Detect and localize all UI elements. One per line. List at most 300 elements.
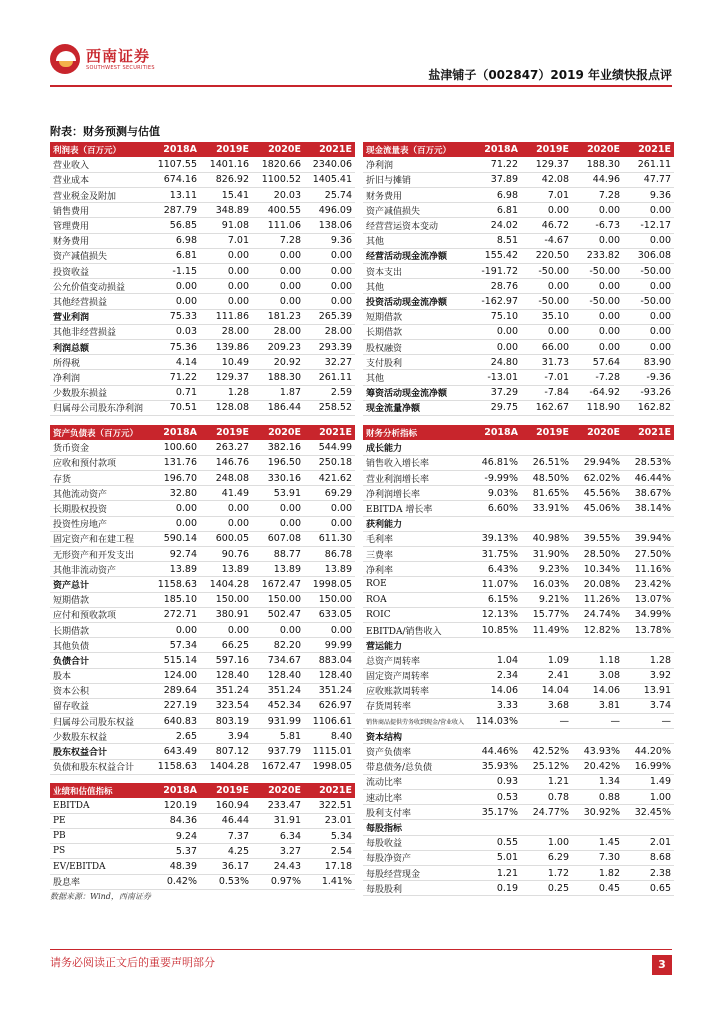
value-cell: 160.94: [200, 798, 252, 813]
value-cell: 1158.63: [148, 577, 200, 592]
table-row: [50, 324, 355, 339]
row-label: 经营活动现金流净额: [363, 248, 472, 263]
value-cell: 0.00: [252, 516, 304, 531]
value-cell: 196.50: [252, 455, 304, 470]
table-row: [363, 264, 674, 279]
value-cell: 82.20: [252, 638, 304, 653]
row-label: 净利率: [363, 562, 472, 577]
table-row: [363, 881, 674, 896]
row-label: 无形资产和开发支出: [50, 547, 148, 562]
value-cell: 807.12: [200, 744, 252, 759]
table-row: [363, 516, 674, 531]
value-cell: 323.54: [200, 698, 252, 713]
value-cell: 25.74: [304, 188, 355, 203]
table-row: [363, 835, 674, 850]
value-cell: 28.50%: [572, 547, 623, 562]
value-cell: 13.89: [200, 562, 252, 577]
value-cell: 351.24: [252, 683, 304, 698]
company-logo: [50, 42, 155, 76]
value-cell: 32.27: [304, 355, 355, 370]
row-label: 利润总额: [50, 339, 148, 354]
row-label: 资产减值损失: [50, 248, 148, 263]
value-cell: 0.00: [252, 279, 304, 294]
value-cell: 330.16: [252, 471, 304, 486]
value-cell: 1.28: [200, 385, 252, 400]
table-row: [363, 309, 674, 324]
value-cell: 5.34: [304, 829, 355, 844]
value-cell: [472, 638, 521, 653]
value-cell: 9.36: [623, 188, 674, 203]
value-cell: 13.11: [148, 188, 200, 203]
table-row: [363, 668, 674, 683]
row-label: 归属母公司股东权益: [50, 714, 148, 729]
value-cell: 931.99: [252, 714, 304, 729]
table-row: [363, 203, 674, 218]
value-cell: 84.36: [148, 813, 200, 828]
value-cell: 131.76: [148, 455, 200, 470]
table-row: [363, 471, 674, 486]
table-row: [50, 844, 355, 859]
value-cell: -7.01: [521, 370, 572, 385]
value-cell: 248.08: [200, 471, 252, 486]
value-cell: 6.34: [252, 829, 304, 844]
value-cell: 42.52%: [521, 744, 572, 759]
row-label: 其他: [363, 233, 472, 248]
value-cell: 272.71: [148, 607, 200, 622]
value-cell: 227.19: [148, 698, 200, 713]
row-label: 投资性房地产: [50, 516, 148, 531]
value-cell: -9.36: [623, 370, 674, 385]
value-cell: 0.00: [623, 203, 674, 218]
value-cell: 1.04: [472, 653, 521, 668]
value-cell: 289.64: [148, 683, 200, 698]
value-cell: 23.01: [304, 813, 355, 828]
value-cell: 3.81: [572, 698, 623, 713]
value-cell: 0.71: [148, 385, 200, 400]
value-cell: 56.85: [148, 218, 200, 233]
value-cell: 1107.55: [148, 157, 200, 172]
value-cell: 46.44: [200, 813, 252, 828]
value-cell: 3.33: [472, 698, 521, 713]
table-row: [50, 683, 355, 698]
value-cell: 185.10: [148, 592, 200, 607]
value-cell: 0.00: [623, 324, 674, 339]
value-cell: 6.98: [148, 233, 200, 248]
value-cell: 0.45: [572, 881, 623, 896]
value-cell: 0.19: [472, 881, 521, 896]
value-cell: 8.68: [623, 850, 674, 865]
section-title: 附表：财务预测与估值: [50, 125, 160, 138]
value-cell: 643.49: [148, 744, 200, 759]
table-row: [363, 188, 674, 203]
row-label: 销售收入增长率: [363, 455, 472, 470]
value-cell: 162.67: [521, 400, 572, 415]
table-row: [50, 607, 355, 622]
value-cell: 0.00: [623, 309, 674, 324]
row-label: 股息率: [50, 874, 148, 889]
row-label: 长期借款: [363, 324, 472, 339]
value-cell: [623, 820, 674, 835]
value-cell: 111.86: [200, 309, 252, 324]
value-cell: 150.00: [252, 592, 304, 607]
table-row: [363, 638, 674, 653]
year-header: 2018A: [148, 783, 200, 798]
year-header: 2018A: [148, 142, 200, 157]
row-label: ROIC: [363, 607, 472, 622]
value-cell: -191.72: [472, 264, 521, 279]
row-label: 速动比率: [363, 790, 472, 805]
table-row: [50, 157, 355, 172]
value-cell: 640.83: [148, 714, 200, 729]
value-cell: 37.29: [472, 385, 521, 400]
value-cell: 13.89: [252, 562, 304, 577]
value-cell: 607.08: [252, 531, 304, 546]
value-cell: 0.00: [572, 203, 623, 218]
value-cell: 1.00: [521, 835, 572, 850]
value-cell: 826.92: [200, 172, 252, 187]
row-label: 短期借款: [50, 592, 148, 607]
value-cell: 2.01: [623, 835, 674, 850]
row-label: 其他非经营损益: [50, 324, 148, 339]
value-cell: 1106.61: [304, 714, 355, 729]
value-cell: 233.82: [572, 248, 623, 263]
value-cell: 633.05: [304, 607, 355, 622]
table-row: [50, 172, 355, 187]
table-row: [363, 744, 674, 759]
table-row: [363, 622, 674, 637]
row-label: 每股经营现金: [363, 865, 472, 880]
value-cell: 6.43%: [472, 562, 521, 577]
value-cell: 83.90: [623, 355, 674, 370]
value-cell: 114.03%: [472, 714, 521, 729]
row-label: 固定资产周转率: [363, 668, 472, 683]
row-label: 投资活动现金流净额: [363, 294, 472, 309]
document-title: 盐津铺子（002847）2019 年业绩快报点评: [428, 68, 672, 82]
value-cell: [472, 729, 521, 744]
value-cell: 9.24: [148, 829, 200, 844]
value-cell: 35.10: [521, 309, 572, 324]
value-cell: 1.21: [472, 865, 521, 880]
row-label: 资产总计: [50, 577, 148, 592]
value-cell: 10.85%: [472, 622, 521, 637]
table-row: [363, 385, 674, 400]
value-cell: [472, 820, 521, 835]
value-cell: 3.27: [252, 844, 304, 859]
value-cell: 261.11: [304, 370, 355, 385]
value-cell: 20.03: [252, 188, 304, 203]
value-cell: -50.00: [572, 264, 623, 279]
row-label: 其他流动资产: [50, 486, 148, 501]
row-label: 归属母公司股东净利润: [50, 400, 148, 415]
value-cell: 66.25: [200, 638, 252, 653]
value-cell: [623, 729, 674, 744]
value-cell: 129.37: [521, 157, 572, 172]
row-label: 获利能力: [363, 516, 472, 531]
value-cell: 39.13%: [472, 531, 521, 546]
value-cell: 6.81: [472, 203, 521, 218]
row-label: 净利润增长率: [363, 486, 472, 501]
table-row: [50, 577, 355, 592]
value-cell: 1998.05: [304, 577, 355, 592]
value-cell: 71.22: [148, 370, 200, 385]
row-label: 毛利率: [363, 531, 472, 546]
value-cell: 128.08: [200, 400, 252, 415]
value-cell: 16.03%: [521, 577, 572, 592]
value-cell: 13.07%: [623, 592, 674, 607]
value-cell: [572, 729, 623, 744]
row-label: 三费率: [363, 547, 472, 562]
value-cell: 265.39: [304, 309, 355, 324]
value-cell: 0.00: [252, 294, 304, 309]
table-header-row: [50, 783, 355, 798]
value-cell: 48.39: [148, 859, 200, 874]
row-label: 财务费用: [50, 233, 148, 248]
value-cell: 6.29: [521, 850, 572, 865]
table-header-label: 现金流量表（百万元）: [363, 142, 472, 157]
value-cell: 20.92: [252, 355, 304, 370]
value-cell: 0.00: [572, 339, 623, 354]
value-cell: 15.77%: [521, 607, 572, 622]
table-row: [50, 355, 355, 370]
value-cell: 44.46%: [472, 744, 521, 759]
value-cell: 86.78: [304, 547, 355, 562]
value-cell: 0.00: [572, 324, 623, 339]
row-label: 流动比率: [363, 774, 472, 789]
value-cell: 1115.01: [304, 744, 355, 759]
value-cell: [623, 440, 674, 455]
row-label: 长期股权投资: [50, 501, 148, 516]
value-cell: 20.08%: [572, 577, 623, 592]
table-row: [363, 562, 674, 577]
value-cell: 3.68: [521, 698, 572, 713]
balance-sheet-table: [50, 425, 355, 775]
value-cell: 611.30: [304, 531, 355, 546]
value-cell: 111.06: [252, 218, 304, 233]
value-cell: 258.52: [304, 400, 355, 415]
value-cell: —: [572, 714, 623, 729]
row-label: PE: [50, 813, 148, 828]
row-label: PB: [50, 829, 148, 844]
row-label: 所得税: [50, 355, 148, 370]
value-cell: 937.79: [252, 744, 304, 759]
value-cell: 7.01: [200, 233, 252, 248]
value-cell: 263.27: [200, 440, 252, 455]
value-cell: 128.40: [200, 668, 252, 683]
value-cell: 0.78: [521, 790, 572, 805]
value-cell: -50.00: [572, 294, 623, 309]
value-cell: 69.29: [304, 486, 355, 501]
value-cell: 220.50: [521, 248, 572, 263]
value-cell: 322.51: [304, 798, 355, 813]
financial-ratios-table: [363, 425, 674, 896]
row-label: 支付股利: [363, 355, 472, 370]
year-header: 2020E: [252, 783, 304, 798]
row-label: 资本结构: [363, 729, 472, 744]
table-row: [50, 698, 355, 713]
value-cell: 99.99: [304, 638, 355, 653]
value-cell: 11.07%: [472, 577, 521, 592]
row-label: 应付和预收款项: [50, 607, 148, 622]
value-cell: 45.06%: [572, 501, 623, 516]
row-label: 营业利润增长率: [363, 471, 472, 486]
table-row: [363, 455, 674, 470]
value-cell: -1.15: [148, 264, 200, 279]
value-cell: 10.34%: [572, 562, 623, 577]
value-cell: 1.00: [623, 790, 674, 805]
value-cell: -7.84: [521, 385, 572, 400]
value-cell: 62.02%: [572, 471, 623, 486]
value-cell: 4.25: [200, 844, 252, 859]
value-cell: 0.00: [304, 264, 355, 279]
table-row: [363, 248, 674, 263]
value-cell: -4.67: [521, 233, 572, 248]
row-label: 货币资金: [50, 440, 148, 455]
value-cell: 250.18: [304, 455, 355, 470]
row-label: 销售商品提供劳务收到现金/营业收入: [363, 714, 472, 729]
value-cell: 88.77: [252, 547, 304, 562]
table-row: [363, 577, 674, 592]
row-label: 营业成本: [50, 172, 148, 187]
value-cell: 32.45%: [623, 805, 674, 820]
row-label: 净利润: [363, 157, 472, 172]
value-cell: 1100.52: [252, 172, 304, 187]
value-cell: 0.00: [200, 501, 252, 516]
table-row: [363, 790, 674, 805]
value-cell: 31.91: [252, 813, 304, 828]
table-row: [50, 638, 355, 653]
row-label: 长期借款: [50, 622, 148, 637]
value-cell: 42.08: [521, 172, 572, 187]
row-label: 净利润: [50, 370, 148, 385]
value-cell: 3.08: [572, 668, 623, 683]
table-row: [50, 385, 355, 400]
value-cell: 37.89: [472, 172, 521, 187]
value-cell: -162.97: [472, 294, 521, 309]
row-label: 每股净资产: [363, 850, 472, 865]
value-cell: 4.14: [148, 355, 200, 370]
value-cell: 1.87: [252, 385, 304, 400]
table-row: [363, 653, 674, 668]
value-cell: 81.65%: [521, 486, 572, 501]
value-cell: 0.88: [572, 790, 623, 805]
value-cell: 29.94%: [572, 455, 623, 470]
value-cell: 70.51: [148, 400, 200, 415]
table-row: [50, 562, 355, 577]
value-cell: 0.42%: [148, 874, 200, 889]
value-cell: -50.00: [623, 294, 674, 309]
table-row: [363, 339, 674, 354]
row-label: 少数股东权益: [50, 729, 148, 744]
row-label: 存货: [50, 471, 148, 486]
value-cell: 883.04: [304, 653, 355, 668]
income-statement-table: [50, 142, 355, 416]
value-cell: 9.03%: [472, 486, 521, 501]
table-row: [50, 668, 355, 683]
row-label: ROA: [363, 592, 472, 607]
value-cell: 0.00: [200, 279, 252, 294]
value-cell: 46.72: [521, 218, 572, 233]
value-cell: 0.00: [623, 233, 674, 248]
value-cell: 0.00: [304, 622, 355, 637]
value-cell: 0.65: [623, 881, 674, 896]
value-cell: 139.86: [200, 339, 252, 354]
value-cell: 11.26%: [572, 592, 623, 607]
row-label: 其他: [363, 370, 472, 385]
table-row: [363, 774, 674, 789]
value-cell: 421.62: [304, 471, 355, 486]
value-cell: [472, 440, 521, 455]
value-cell: 33.91%: [521, 501, 572, 516]
valuation-table: [50, 783, 355, 890]
value-cell: 306.08: [623, 248, 674, 263]
value-cell: [572, 820, 623, 835]
value-cell: 9.21%: [521, 592, 572, 607]
table-row: [363, 218, 674, 233]
value-cell: 0.00: [200, 264, 252, 279]
row-label: 每股收益: [363, 835, 472, 850]
row-label: 应收账款周转率: [363, 683, 472, 698]
value-cell: 24.77%: [521, 805, 572, 820]
value-cell: 27.50%: [623, 547, 674, 562]
row-label: 成长能力: [363, 440, 472, 455]
value-cell: 0.93: [472, 774, 521, 789]
table-row: [50, 653, 355, 668]
value-cell: 31.90%: [521, 547, 572, 562]
table-row: [363, 531, 674, 546]
value-cell: 34.99%: [623, 607, 674, 622]
year-header: 2018A: [472, 142, 521, 157]
value-cell: 188.30: [252, 370, 304, 385]
table-header-label: 业绩和估值指标: [50, 783, 148, 798]
row-label: 营业收入: [50, 157, 148, 172]
value-cell: 544.99: [304, 440, 355, 455]
value-cell: 1405.41: [304, 172, 355, 187]
row-label: 营运能力: [363, 638, 472, 653]
row-label: 总资产周转率: [363, 653, 472, 668]
value-cell: 14.06: [572, 683, 623, 698]
value-cell: 26.51%: [521, 455, 572, 470]
value-cell: -12.17: [623, 218, 674, 233]
value-cell: 75.36: [148, 339, 200, 354]
table-row: [50, 188, 355, 203]
value-cell: 0.00: [304, 294, 355, 309]
value-cell: 75.33: [148, 309, 200, 324]
value-cell: 45.56%: [572, 486, 623, 501]
row-label: EV/EBITDA: [50, 859, 148, 874]
value-cell: 24.80: [472, 355, 521, 370]
table-row: [50, 279, 355, 294]
table-row: [363, 850, 674, 865]
value-cell: 7.30: [572, 850, 623, 865]
row-label: ROE: [363, 577, 472, 592]
value-cell: 626.97: [304, 698, 355, 713]
value-cell: 12.82%: [572, 622, 623, 637]
value-cell: 734.67: [252, 653, 304, 668]
value-cell: 11.16%: [623, 562, 674, 577]
value-cell: 1.34: [572, 774, 623, 789]
value-cell: 502.47: [252, 607, 304, 622]
value-cell: 13.89: [148, 562, 200, 577]
year-header: 2019E: [521, 142, 572, 157]
year-header: 2019E: [200, 425, 252, 440]
value-cell: 46.44%: [623, 471, 674, 486]
value-cell: [521, 638, 572, 653]
row-label: 股东权益合计: [50, 744, 148, 759]
value-cell: 46.81%: [472, 455, 521, 470]
value-cell: 351.24: [200, 683, 252, 698]
value-cell: 41.49: [200, 486, 252, 501]
disclaimer-text: 请务必阅读正文后的重要声明部分: [50, 956, 215, 969]
